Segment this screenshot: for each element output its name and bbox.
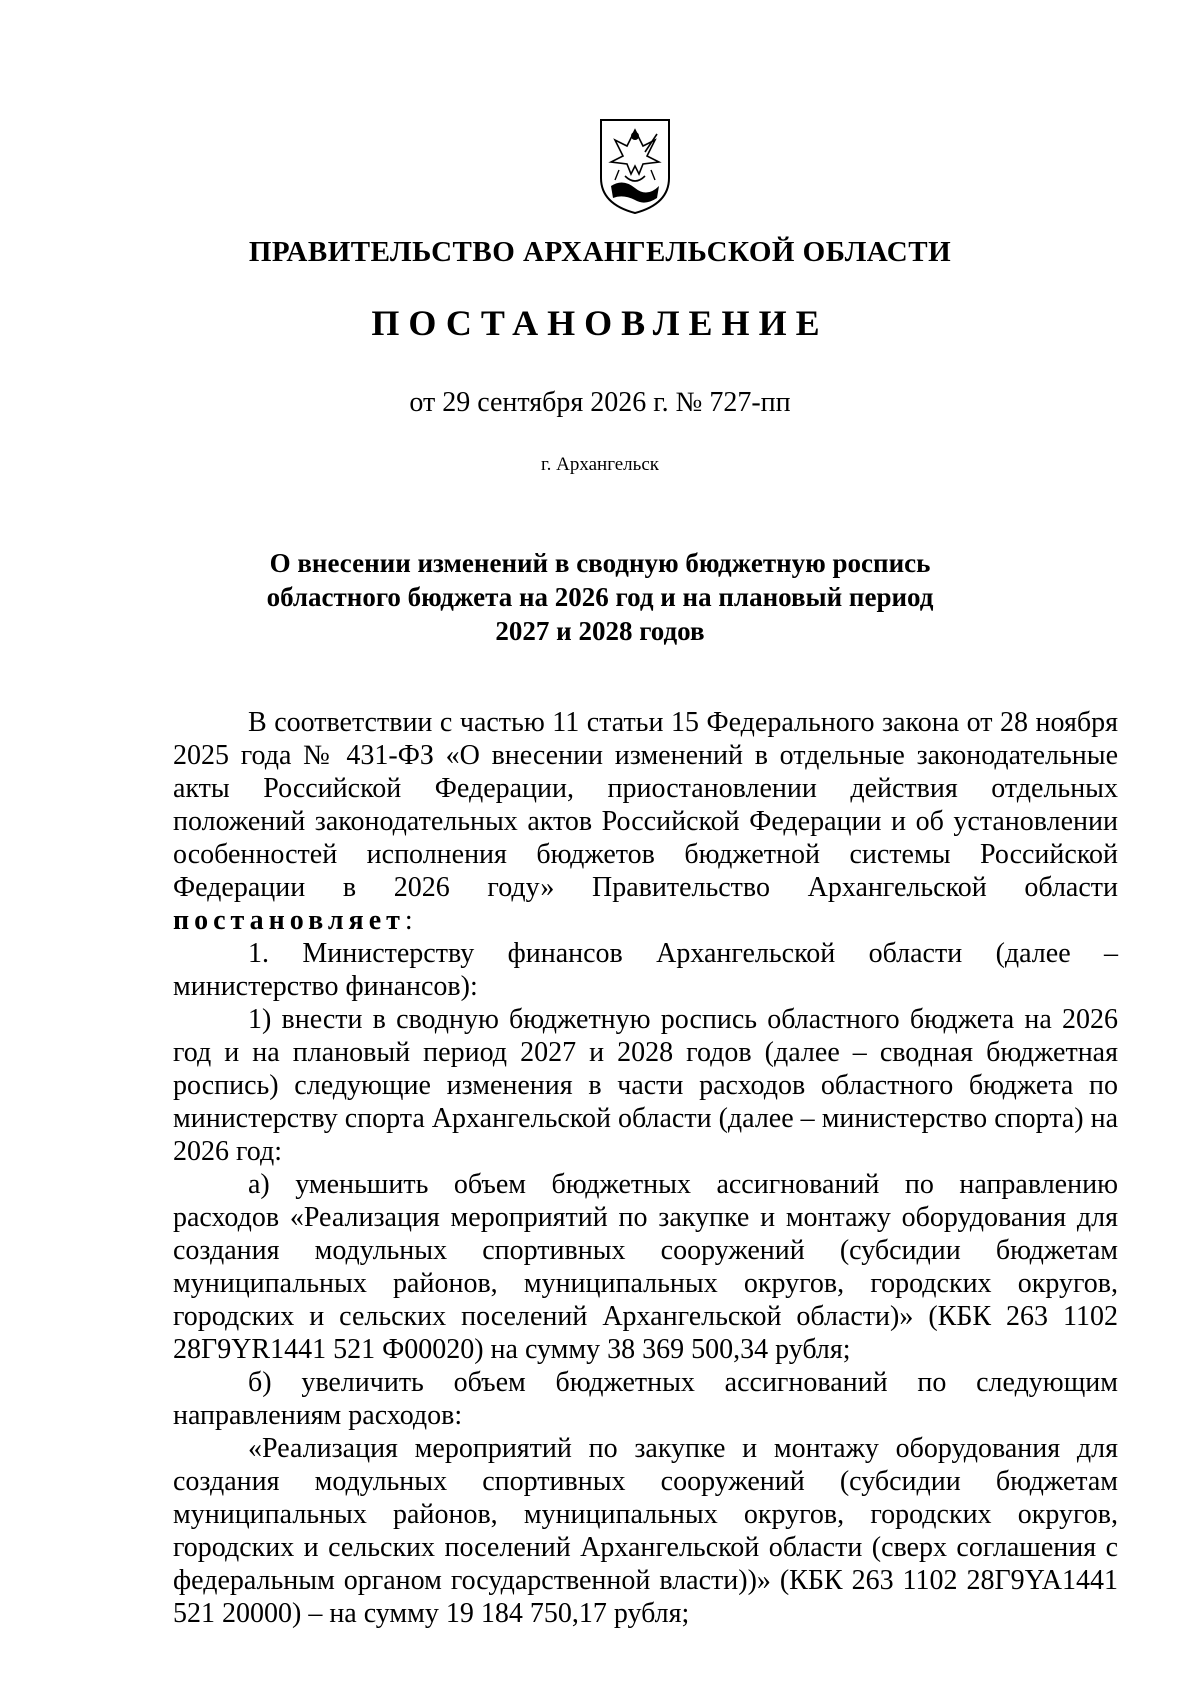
document-body <box>173 706 1118 1630</box>
item-1-paragraph: 1. Министерству финансов Архангельской области (далее – министерство финансов): <box>173 938 1118 1002</box>
title-line: 2027 и 2028 годов <box>495 616 705 646</box>
item-b-1-paragraph: «Реализация мероприятий по закупке и монтажу оборудования для создания модульных спортивных сооружений (субсидии бюджетам муниципальных районов, муниципальных округов, городских округов, городских и сельских поселений Архангельской области (сверх соглашения с федеральным органом государственной власти))» (КБК 263 1102 28Г9YA1441 521 20000) – на сумму 19 184 750,17 рубля; <box>173 1433 1118 1629</box>
coat-of-arms-icon <box>597 116 673 216</box>
document-date-number: от 29 сентября 2026 г. № 727-пп <box>409 387 791 418</box>
document-type: ПОСТАНОВЛЕНИЕ <box>371 303 829 343</box>
item-a-paragraph: а) уменьшить объем бюджетных ассигнований по направлению расходов «Реализация мероприятий по закупке и монтажу оборудования для создания модульных спортивных сооружений (субсидии бюджетам муниципальных районов, муниципальных округов, городских округов, городских и сельских поселений Архангельской области)» (КБК 263 1102 28Г9YR1441 521 Ф00020) на сумму 38 369 500,34 рубля; <box>173 1169 1118 1365</box>
document-title <box>200 546 1000 648</box>
organization-name: ПРАВИТЕЛЬСТВО АРХАНГЕЛЬСКОЙ ОБЛАСТИ <box>248 236 952 268</box>
decree-word: постановляет <box>173 905 405 936</box>
document-city: г. Архангельск <box>540 454 659 475</box>
preamble-paragraph <box>173 706 1118 937</box>
decree-colon: : <box>404 905 413 936</box>
preamble-text: В соответствии с частью 11 статьи 15 Федерального закона от 28 ноября 2025 года № 431-ФЗ «О внесении изменений в отдельные законодательные акты Российской Федерации, приостановлении действия отдельных положений законодательных актов Российской Федерации и об установлении особенностей исполнения бюджетов бюджетной системы Российской Федерации в 2026 году» Правительство Архангельской области <box>173 707 1118 903</box>
title-line: О внесении изменений в сводную бюджетную роспись <box>269 548 931 578</box>
item-1-1-paragraph: 1) внести в сводную бюджетную роспись областного бюджета на 2026 год и на плановый период 2027 и 2028 годов (далее – сводная бюджетная роспись) следующие изменения в части расходов областного бюджета по министерству спорта Архангельской области (далее – министерство спорта) на 2026 год: <box>173 1004 1118 1167</box>
item-b-paragraph: б) увеличить объем бюджетных ассигнований по следующим направлениям расходов: <box>173 1367 1118 1431</box>
title-line: областного бюджета на 2026 год и на плановый период <box>266 582 934 612</box>
